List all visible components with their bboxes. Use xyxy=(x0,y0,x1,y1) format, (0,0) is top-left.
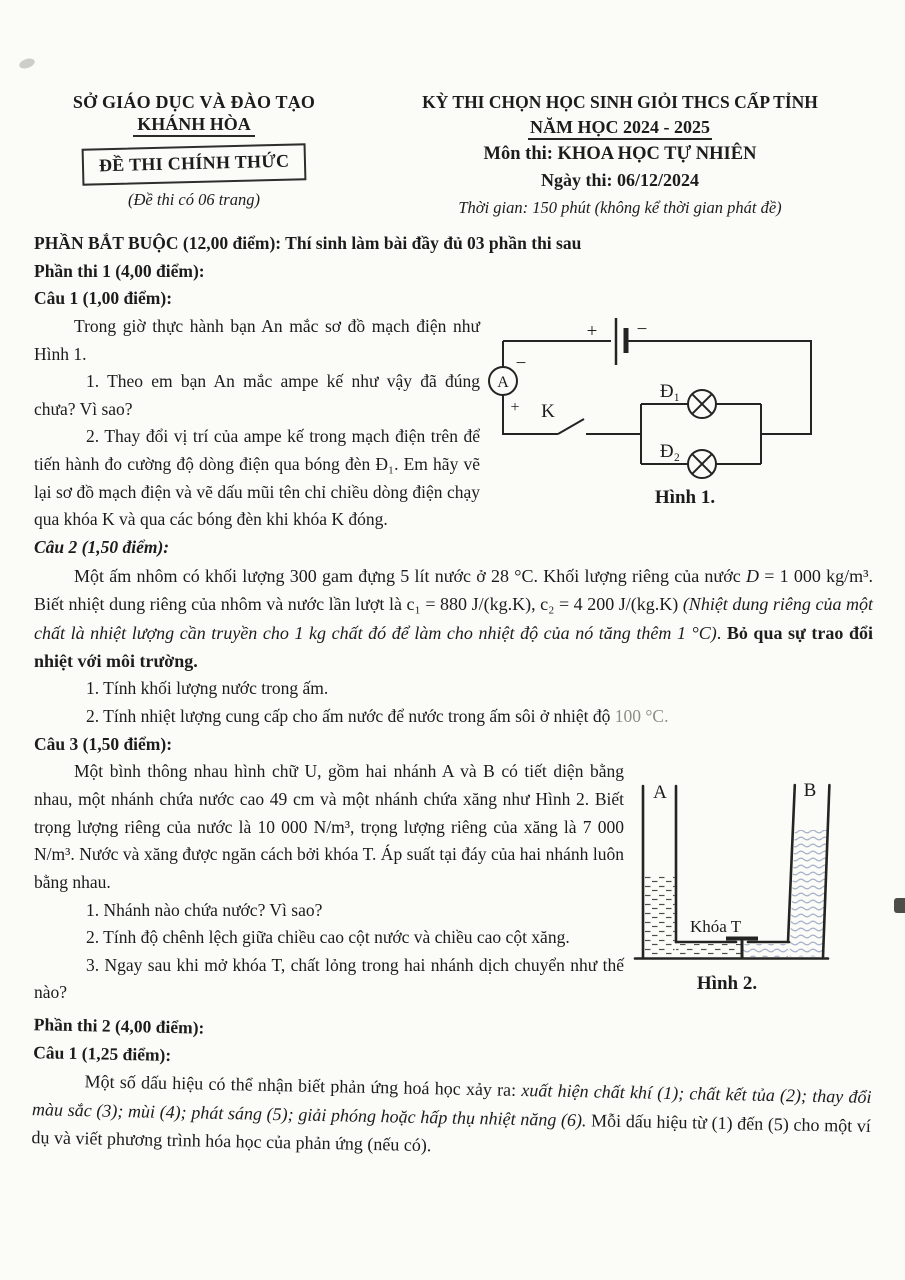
cau2-run-6: Bỏ qua sự trao đổi nhiệt với môi trường. xyxy=(34,622,874,671)
cau3-paragraph: Một bình thông nhau hình chữ U, gồm hai nhánh A và B có tiết diện bằng nhau, một nhánh chứa nước cao 49 cm và một nhánh chứa xăng như Hình 2. Biết trọng lượng riêng của nước là 10 000 N/m³, trọng lượng riêng của xăng là 7 000 N/m³. Nước và xăng được ngăn cách bởi khóa T. Áp suất tại đáy của hai nhánh luôn bằng nhau. xyxy=(34,761,624,892)
official-exam-box xyxy=(81,143,306,185)
cau3-row xyxy=(34,758,873,1008)
cau1-intro: Trong giờ thực hành bạn An mắc sơ đồ mạch điện như Hình 1. xyxy=(34,315,480,364)
exam-title: KỲ THI CHỌN HỌC SINH GIỎI THCS CẤP TỈNH xyxy=(422,92,818,112)
lamp1-label: Đ₁ xyxy=(659,380,681,402)
channel-liquid-right xyxy=(742,944,788,957)
cau3-text-column xyxy=(34,758,624,1007)
cau3-title: Câu 3 (1,50 điểm): xyxy=(34,733,173,754)
battery-plus-label: + xyxy=(586,320,598,342)
official-box-wrap xyxy=(33,135,355,183)
figure1-caption: Hình 1. xyxy=(654,486,716,508)
part2-cau1-title: Câu 1 (1,25 điểm): xyxy=(32,1042,172,1065)
water-column xyxy=(644,875,674,957)
part2-run-1: Một số dấu hiệu có thể nhận biết phản ứng hoá học xảy ra: xyxy=(84,1071,522,1101)
cau2-run-4: (Nhiệt dung riêng của một chất là nhiệt lượng cần truyền cho 1 kg chất đó để làm cho nhiệt độ của nó tăng thêm 1 °C) xyxy=(34,594,873,643)
official-exam-label: ĐỀ THI CHÍNH THỨC xyxy=(98,150,290,176)
cau2-item-2-faded: 100 °C. xyxy=(614,706,669,727)
part2-run-2: xuất hiện chất khí (1); chất kết tủa (2); thay đổi màu sắc (3); mùi (4); phát sáng (5); giải phóng hoặc hấp thụ nhiệt năng (6). xyxy=(31,1080,872,1131)
cau1-question-2: 2. Thay đổi vị trí của ampe kế trong mạch điện trên để tiến hành đo cường độ dòng điện qua bóng đèn Đ₁. Em hãy vẽ lại sơ đồ mạch điện và vẽ dấu mũi tên chỉ chiều dòng điện chạy qua khóa K và qua các bóng đèn khi khóa K đóng. xyxy=(34,426,480,530)
utube-figure xyxy=(630,758,868,1008)
part1-cau1-title: Câu 1 (1,00 điểm): xyxy=(34,288,173,309)
cau1-row xyxy=(34,313,873,534)
scan-edge-artifact xyxy=(894,898,905,913)
figure2-caption: Hình 2. xyxy=(696,973,757,995)
page-count-note: (Đề thi có 06 trang) xyxy=(128,190,260,209)
branch-b-label: B xyxy=(803,780,816,802)
ammeter-plus-label: + xyxy=(510,398,520,416)
school-year xyxy=(365,117,875,138)
figure1-column xyxy=(480,313,880,511)
cau2-item-1: 1. Tính khối lượng nước trong ấm. xyxy=(86,678,329,699)
figure2-column xyxy=(624,758,873,1008)
cau2-run-1: Một ấm nhôm có khối lượng 300 gam đựng 5 lít nước ở 28 °C. Khối lượng riêng của nước xyxy=(74,565,746,586)
part1-title: Phần thi 1 (4,00 điểm): xyxy=(34,260,205,281)
cau2-title: Câu 2 (1,50 điểm): xyxy=(34,537,170,558)
cau2-run-2: D xyxy=(745,565,759,586)
duration-line: Thời gian: 150 phút (không kể thời gian phát đề) xyxy=(458,198,782,217)
header xyxy=(0,0,905,218)
part2-block xyxy=(31,1012,873,1169)
issuer-block xyxy=(33,92,355,218)
lamp-branch xyxy=(641,381,761,478)
part2-cau1-paragraph xyxy=(31,1067,872,1169)
part2-title: Phần thi 2 (4,00 điểm): xyxy=(33,1014,205,1038)
branch-a-label: A xyxy=(652,782,667,804)
subject-line: Môn thi: KHOA HỌC TỰ NHIÊN xyxy=(483,144,757,164)
cau2-paragraph xyxy=(34,562,873,676)
cau1-text-column xyxy=(34,313,480,534)
part2-run-3: Mỗi dấu hiệu từ (1) đến (5) cho một ví dụ và viết phương trình hóa học của phản ứng (nếu có). xyxy=(31,1110,872,1156)
battery-minus-label: − xyxy=(636,318,648,340)
issuer-province-text: KHÁNH HÒA xyxy=(133,114,255,137)
exam-date-line: Ngày thi: 06/12/2024 xyxy=(540,170,699,190)
exam-title-block xyxy=(355,92,875,218)
petrol-column xyxy=(789,830,827,957)
school-year-text: NĂM HỌC 2024 - 2025 xyxy=(528,117,712,140)
required-section-line: PHẦN BẮT BUỘC (12,00 điểm): Thí sinh làm bài đầy đủ 03 phần thi sau xyxy=(34,233,582,253)
ammeter-label: A xyxy=(497,373,509,391)
cau2-item-2 xyxy=(34,703,873,731)
exam-content xyxy=(0,218,905,1156)
cau2-item-2-main: 2. Tính nhiệt lượng cung cấp cho ấm nước để nước trong ấm sôi ở nhiệt độ xyxy=(86,706,615,727)
switch-label: K xyxy=(541,400,555,422)
cau3-item-2: 2. Tính độ chênh lệch giữa chiều cao cột nước và chiều cao cột xăng. xyxy=(86,927,570,948)
cau3-item-1: 1. Nhánh nào chứa nước? Vì sao? xyxy=(86,899,323,920)
cau1-question-1: 1. Theo em bạn An mắc ampe kế như vậy đã đúng chưa? Vì sao? xyxy=(34,371,480,419)
lamp2-symbol xyxy=(660,441,716,478)
issuer-name: SỞ GIÁO DỤC VÀ ĐÀO TẠO xyxy=(72,92,316,112)
lamp2-label: Đ₂ xyxy=(659,440,681,462)
issuer-province xyxy=(33,114,355,135)
ammeter-minus-label: − xyxy=(515,352,527,374)
cau3-item-3: 3. Ngay sau khi mở khóa T, chất lỏng trong hai nhánh dịch chuyển như thế nào? xyxy=(34,954,624,1003)
cau2-run-3: = 1 000 kg/m³. Biết nhiệt dung riêng của nhôm và nước lần lượt là c₁ = 880 J/(kg.K), c₂ = 4 200 J/(kg.K) xyxy=(34,565,873,615)
circuit-figure xyxy=(480,313,880,511)
cau2-run-5: . xyxy=(716,622,727,643)
ammeter-symbol xyxy=(489,353,526,416)
channel-liquid-left xyxy=(676,944,742,957)
switch-symbol xyxy=(541,401,584,434)
valve-label: Khóa T xyxy=(689,917,741,937)
lamp1-symbol xyxy=(660,381,716,418)
